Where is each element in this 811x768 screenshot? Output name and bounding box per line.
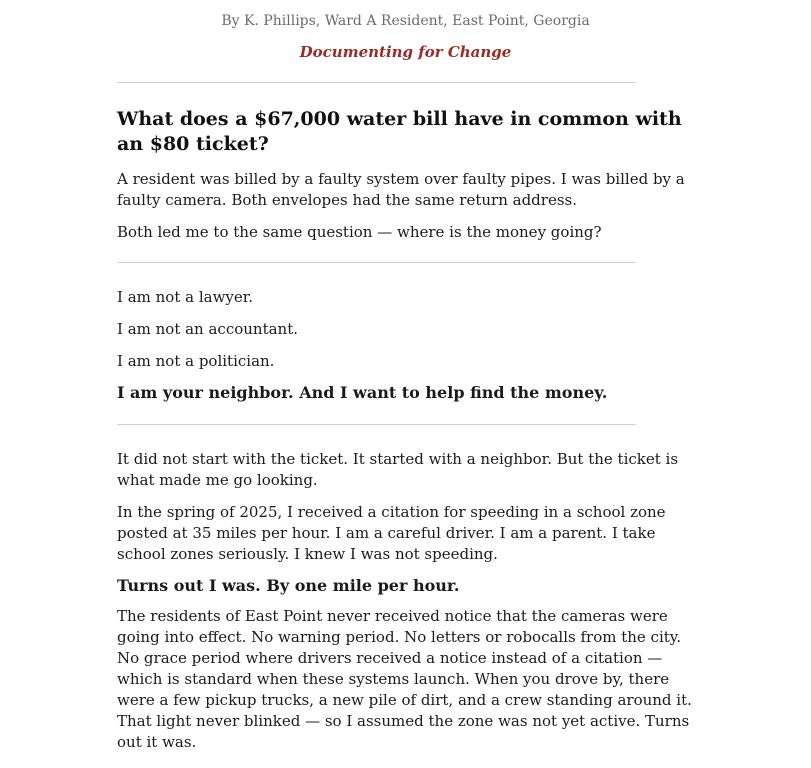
intro-paragraph: A resident was billed by a faulty system over faulty pipes. I was billed by a faulty camera. Both envelopes had the same return address. xyxy=(117,170,685,209)
divider xyxy=(117,82,636,83)
statement-emphasis: I am your neighbor. And I want to help find the money. xyxy=(117,383,608,402)
section-story xyxy=(117,449,697,753)
story-paragraph: It did not start with the ticket. It started with a neighbor. But the ticket is what made me go looking. xyxy=(117,450,679,489)
article-heading: What does a $67,000 water bill have in common with an $80 ticket? xyxy=(117,108,682,155)
divider xyxy=(117,424,636,425)
divider xyxy=(117,262,636,263)
section-intro xyxy=(117,107,697,243)
statement-line: I am not a politician. xyxy=(117,352,275,370)
section-neighbor xyxy=(117,287,697,403)
question-paragraph: Both led me to the same question — where is the money going? xyxy=(117,223,602,241)
story-paragraph: In the spring of 2025, I received a citation for speeding in a school zone posted at 35 miles per hour. I am a careful driver. I am a parent. I take school zones seriously. I knew I was not speeding. xyxy=(117,503,666,563)
tagline: Documenting for Change xyxy=(299,43,512,61)
byline: By K. Phillips, Ward A Resident, East Point, Georgia xyxy=(221,13,590,29)
story-paragraph: The residents of East Point never received notice that the cameras were going into effect. No warning period. No letters or robocalls from the city. No grace period where drivers received a notice instead of a citation — which is standard when these systems launch. When you drove by, there were a few pickup trucks, a new pile of dirt, and a crew standing around it. That light never blinked — so I assumed the zone was not yet active. Turns out it was. xyxy=(117,607,692,751)
statement-line: I am not an accountant. xyxy=(117,320,299,338)
story-emphasis: Turns out I was. By one mile per hour. xyxy=(117,576,460,595)
statement-line: I am not a lawyer. xyxy=(117,288,254,306)
